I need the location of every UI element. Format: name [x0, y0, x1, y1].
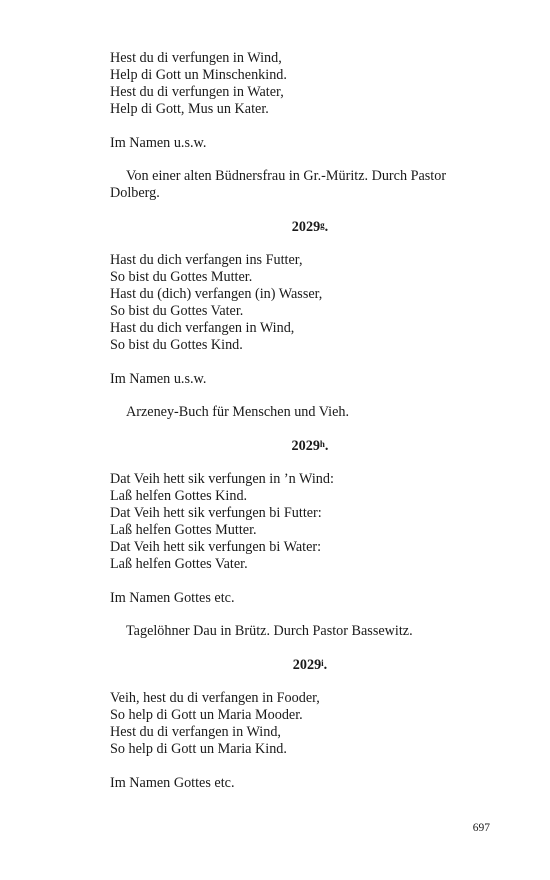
verse-line: So help di Gott un Maria Mooder.	[110, 707, 303, 723]
spacer	[110, 354, 490, 371]
source-note: Tagelöhner Dau in Brütz. Durch Pastor Bassewitz.	[126, 623, 413, 639]
verse-block	[110, 471, 490, 573]
verse-line: Hest du di verfungen in Water,	[110, 84, 284, 100]
spacer	[110, 758, 490, 775]
verse-line: Veih, hest du di verfangen in Fooder,	[110, 690, 320, 706]
verse-line: Hest du di verfangen in Wind,	[110, 724, 281, 740]
spacer	[110, 118, 490, 135]
heading-dot: .	[323, 657, 328, 673]
spacer	[110, 202, 490, 219]
section-suffix: i	[321, 658, 324, 668]
verse-line: Help di Gott, Mus un Kater.	[110, 101, 269, 117]
heading-dot: .	[324, 219, 329, 235]
verse-line: Help di Gott un Minschenkind.	[110, 67, 287, 83]
section-number: 2029	[291, 219, 321, 235]
spacer	[110, 388, 490, 404]
verse-line: Dat Veih hett sik verfungen in ’n Wind:	[110, 471, 334, 487]
closing-formula: Im Namen Gottes etc.	[110, 775, 235, 791]
closing-formula: Im Namen u.s.w.	[110, 371, 207, 387]
verse-line: So bist du Gottes Mutter.	[110, 269, 253, 285]
source-note: Arzeney-Buch für Menschen und Vieh.	[126, 404, 350, 420]
section-number: 2029	[291, 438, 320, 454]
verse-line: Dat Veih hett sik verfungen bi Futter:	[110, 505, 322, 521]
verse-line: Hast du dich verfangen ins Futter,	[110, 252, 303, 268]
verse-line: Dat Veih hett sik verfungen bi Water:	[110, 539, 322, 555]
spacer	[110, 640, 490, 657]
verse-line: So help di Gott un Maria Kind.	[110, 741, 287, 757]
verse-line: Laß helfen Gottes Mutter.	[110, 522, 257, 538]
spacer	[110, 236, 490, 252]
spacer	[110, 573, 490, 590]
heading-dot: .	[324, 438, 329, 454]
spacer	[110, 674, 490, 690]
page-content	[110, 50, 490, 792]
verse-block	[110, 252, 490, 354]
verse-line: So bist du Gottes Vater.	[110, 303, 244, 319]
section-number: 2029	[292, 657, 322, 673]
spacer	[110, 607, 490, 623]
page-number: 697	[472, 822, 490, 834]
verse-line: Hast du dich verfangen in Wind,	[110, 320, 295, 336]
section-suffix: h	[319, 439, 325, 449]
source-note: Von einer alten Büdnersfrau in Gr.-Müritz. Durch Pastor Dolberg.	[110, 168, 447, 201]
verse-line: Laß helfen Gottes Vater.	[110, 556, 248, 572]
spacer	[110, 421, 490, 438]
section-heading	[110, 219, 490, 236]
verse-line: Hast du (dich) verfangen (in) Wasser,	[110, 286, 323, 302]
section-suffix: g	[320, 220, 325, 230]
verse-block	[110, 690, 490, 758]
verse-line: Laß helfen Gottes Kind.	[110, 488, 248, 504]
verse-line: Hest du di verfungen in Wind,	[110, 50, 282, 66]
section-heading	[110, 438, 490, 455]
spacer	[110, 152, 490, 168]
verse-line: So bist du Gottes Kind.	[110, 337, 243, 353]
closing-formula: Im Namen Gottes etc.	[110, 590, 235, 606]
section-heading	[110, 657, 490, 674]
closing-formula: Im Namen u.s.w.	[110, 135, 207, 151]
spacer	[110, 455, 490, 471]
verse-block	[110, 50, 490, 118]
